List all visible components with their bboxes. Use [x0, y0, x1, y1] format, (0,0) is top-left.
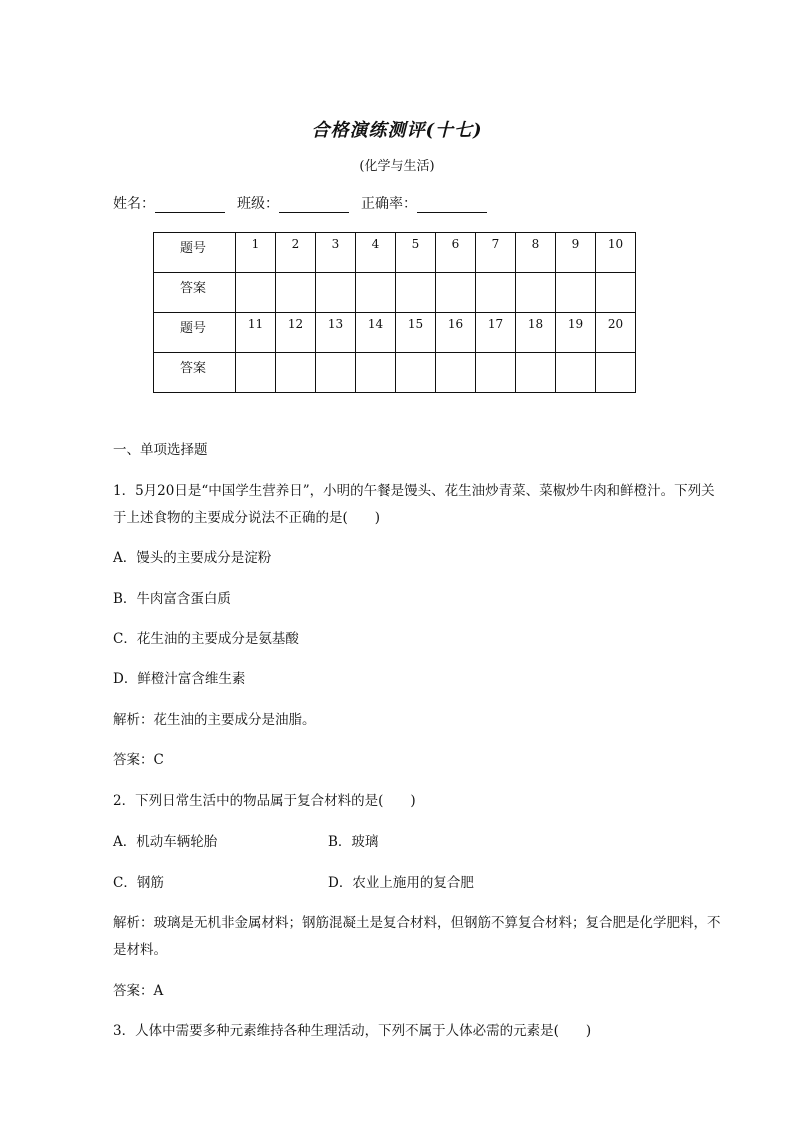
question-number: 11 [236, 313, 276, 353]
question-number: 2 [276, 233, 316, 273]
question-number: 15 [396, 313, 436, 353]
answer-cell[interactable] [356, 353, 396, 393]
accuracy-field [361, 193, 487, 213]
answer-cell[interactable] [316, 273, 356, 313]
question-number: 18 [516, 313, 556, 353]
answer-cell[interactable] [236, 353, 276, 393]
question-number: 20 [596, 313, 636, 353]
question-number: 16 [436, 313, 476, 353]
question-2-option-d: D．农业上施用的复合肥 [328, 875, 474, 891]
question-2-options-ab [113, 829, 723, 856]
class-field [237, 193, 349, 213]
answer-cell[interactable] [396, 353, 436, 393]
answer-row-1 [154, 273, 636, 313]
answer-cell[interactable] [236, 273, 276, 313]
question-number: 4 [356, 233, 396, 273]
question-number: 13 [316, 313, 356, 353]
question-number: 9 [556, 233, 596, 273]
accuracy-label: 正确率： [361, 196, 417, 212]
answer-cell[interactable] [316, 353, 356, 393]
number-row-2 [154, 313, 636, 353]
question-number: 3 [316, 233, 356, 273]
question-2-option-c: C．钢筋 [113, 875, 164, 891]
question-number: 12 [276, 313, 316, 353]
question-1-option-b: B．牛肉富含蛋白质 [113, 591, 231, 607]
question-number: 1 [236, 233, 276, 273]
question-2-stem: 2．下列日常生活中的物品属于复合材料的是( ) [113, 793, 416, 809]
answer-cell[interactable] [556, 353, 596, 393]
answer-cell[interactable] [516, 353, 556, 393]
question-1-answer: 答案：C [113, 752, 164, 768]
question-number: 5 [396, 233, 436, 273]
question-1-option-a: A．馒头的主要成分是淀粉 [113, 550, 272, 566]
page-title: 合格演练测评(十七) [311, 120, 483, 141]
section-title: 一、单项选择题 [113, 442, 208, 458]
answer-header: 答案 [154, 273, 236, 313]
question-number: 6 [436, 233, 476, 273]
answer-cell[interactable] [396, 273, 436, 313]
answer-table [153, 232, 636, 393]
question-2-option-b: B．玻璃 [328, 834, 379, 850]
answer-cell[interactable] [436, 273, 476, 313]
question-3-stem: 3．人体中需要多种元素维持各种生理活动，下列不属于人体必需的元素是( ) [113, 1023, 592, 1039]
name-label: 姓名： [113, 196, 155, 212]
class-label: 班级： [237, 196, 279, 212]
name-field [113, 193, 225, 213]
question-1-option-d: D．鲜橙汁富含维生素 [113, 671, 246, 687]
answer-cell[interactable] [476, 273, 516, 313]
answer-cell[interactable] [276, 353, 316, 393]
number-header: 题号 [154, 313, 236, 353]
answer-row-2 [154, 353, 636, 393]
answer-header: 答案 [154, 353, 236, 393]
name-blank[interactable] [155, 198, 225, 213]
class-blank[interactable] [279, 198, 349, 213]
question-number: 10 [596, 233, 636, 273]
accuracy-blank[interactable] [417, 198, 487, 213]
question-2-analysis: 解析：玻璃是无机非金属材料；钢筋混凝土是复合材料，但钢筋不算复合材料；复合肥是化学肥料，不是材料。 [113, 915, 721, 958]
answer-cell[interactable] [556, 273, 596, 313]
answer-cell[interactable] [516, 273, 556, 313]
page-subtitle: (化学与生活) [359, 159, 435, 174]
student-info-row [113, 193, 499, 213]
answer-cell[interactable] [436, 353, 476, 393]
answer-cell[interactable] [356, 273, 396, 313]
answer-cell[interactable] [596, 353, 636, 393]
question-1-analysis: 解析：花生油的主要成分是油脂。 [113, 712, 316, 728]
number-header: 题号 [154, 233, 236, 273]
question-1-option-c: C．花生油的主要成分是氨基酸 [113, 631, 299, 647]
number-row-1 [154, 233, 636, 273]
question-2-options-cd [113, 870, 723, 897]
answer-cell[interactable] [596, 273, 636, 313]
question-2-option-a: A．机动车辆轮胎 [113, 834, 218, 850]
question-2-answer: 答案：A [113, 983, 164, 999]
question-number: 14 [356, 313, 396, 353]
question-number: 8 [516, 233, 556, 273]
question-number: 19 [556, 313, 596, 353]
answer-cell[interactable] [476, 353, 516, 393]
answer-cell[interactable] [276, 273, 316, 313]
question-number: 7 [476, 233, 516, 273]
question-1-stem: 1．5月20日是“中国学生营养日”，小明的午餐是馒头、花生油炒青菜、菜椒炒牛肉和鲜橙汁。下列关于上述食物的主要成分说法不正确的是( ) [113, 483, 715, 526]
question-number: 17 [476, 313, 516, 353]
